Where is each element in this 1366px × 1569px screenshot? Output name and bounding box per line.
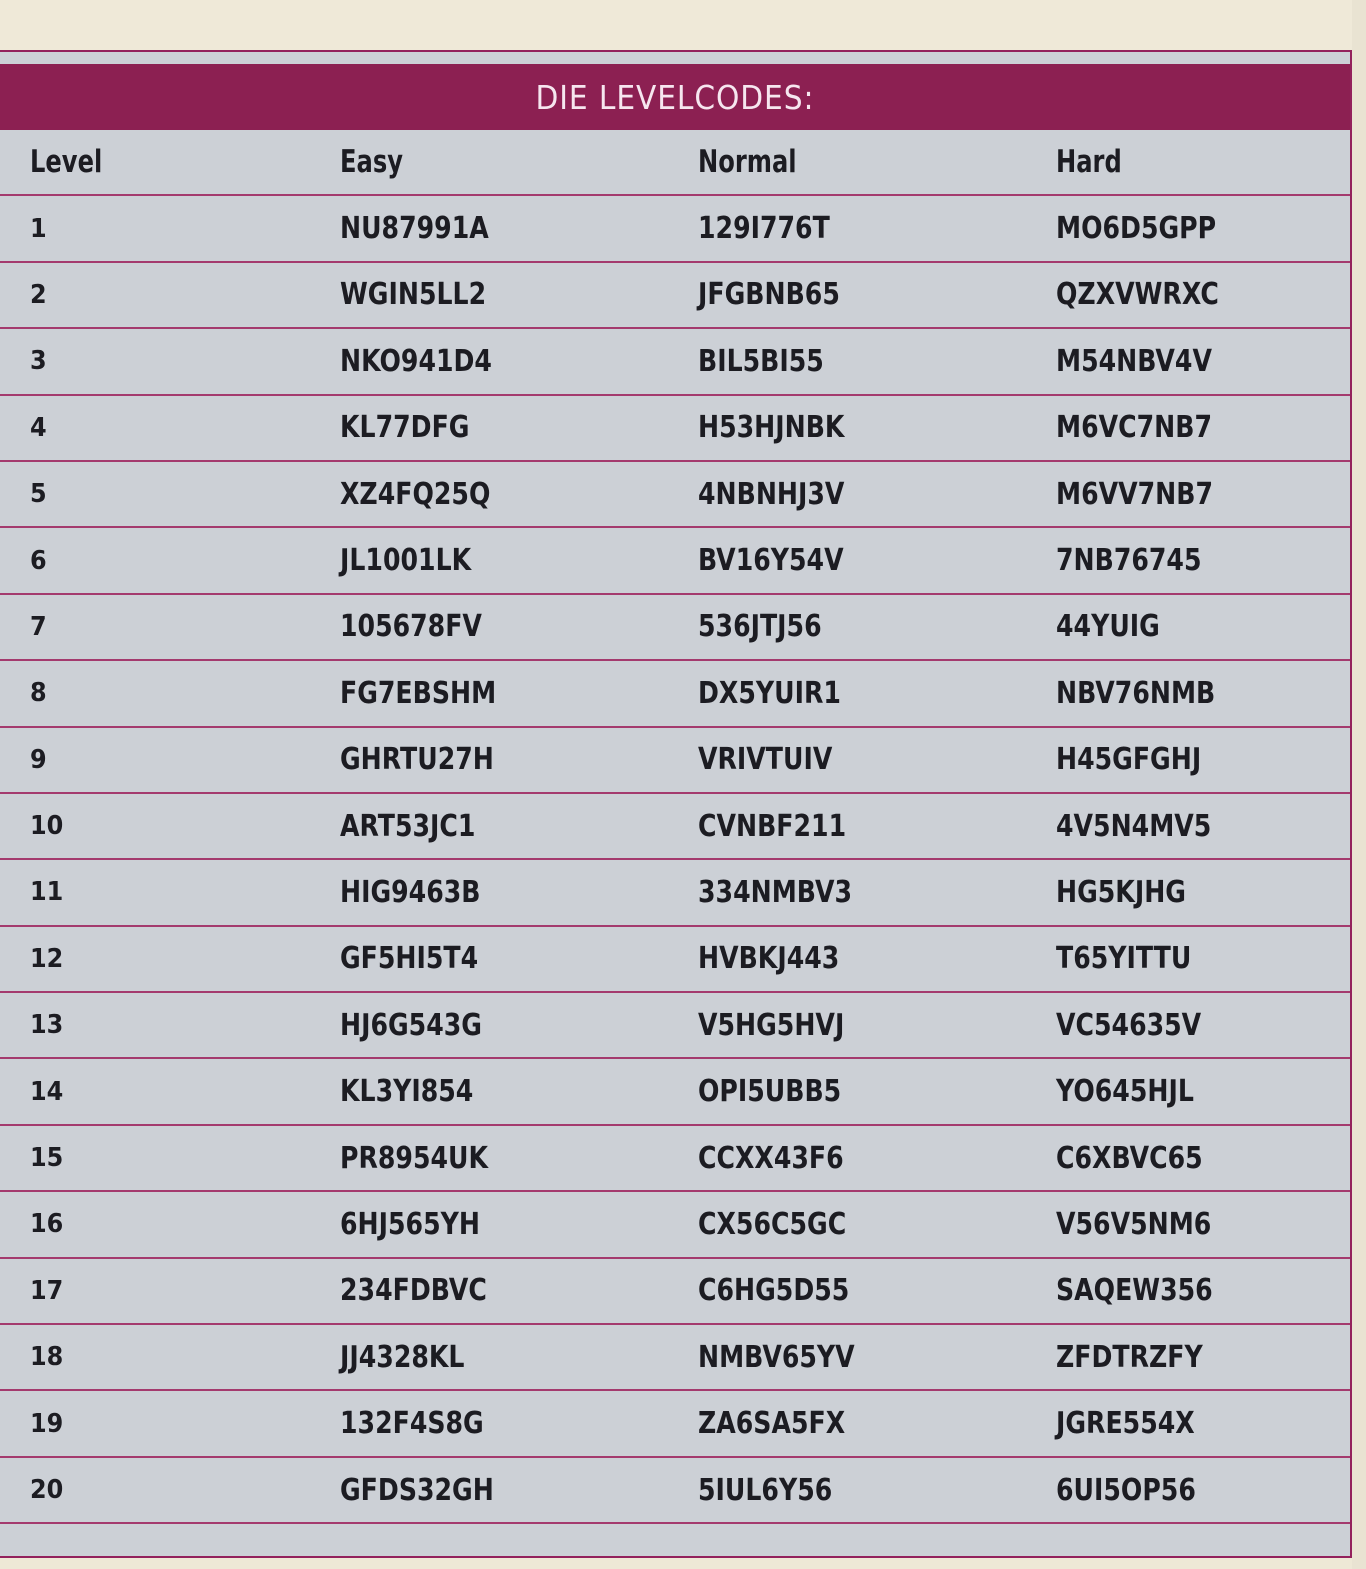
normal-code-cell: CX56C5GC [698, 1206, 847, 1242]
hard-code-cell: HG5KJHG [1056, 874, 1186, 910]
table-row [0, 528, 1350, 594]
level-cell: 9 [30, 744, 47, 775]
table-row [0, 860, 1350, 926]
header-normal: Normal [698, 144, 797, 181]
hard-code-cell: 44YUIG [1056, 609, 1160, 645]
normal-code-cell: 129I776T [698, 211, 830, 247]
normal-code-cell: 5IUL6Y56 [698, 1472, 833, 1508]
level-cell: 8 [30, 678, 47, 709]
table-row [0, 462, 1350, 528]
hard-code-cell: MO6D5GPP [1056, 211, 1217, 247]
table-row [0, 329, 1350, 395]
normal-code-cell: NMBV65YV [698, 1339, 855, 1375]
level-cell: 7 [30, 611, 47, 642]
table-row [0, 1458, 1350, 1524]
page-background [0, 0, 1366, 50]
table-row [0, 595, 1350, 661]
easy-code-cell: XZ4FQ25Q [340, 476, 491, 512]
hard-code-cell: V56V5NM6 [1056, 1206, 1212, 1242]
level-cell: 2 [30, 279, 47, 310]
table-row [0, 1192, 1350, 1258]
hard-code-cell: H45GFGHJ [1056, 742, 1202, 778]
table-row [0, 1259, 1350, 1325]
hard-code-cell: 7NB76745 [1056, 543, 1202, 579]
level-cell: 17 [30, 1275, 64, 1306]
level-cell: 13 [30, 1010, 64, 1041]
hard-code-cell: ZFDTRZFY [1056, 1339, 1203, 1375]
table-row [0, 196, 1350, 262]
level-cell: 18 [30, 1342, 64, 1373]
hard-code-cell: 6UI5OP56 [1056, 1472, 1196, 1508]
normal-code-cell: OPI5UBB5 [698, 1074, 842, 1110]
easy-code-cell: GFDS32GH [340, 1472, 494, 1508]
table-row [0, 993, 1350, 1059]
level-cell: 19 [30, 1408, 64, 1439]
hard-code-cell: VC54635V [1056, 1007, 1202, 1043]
normal-code-cell: C6HG5D55 [698, 1273, 850, 1309]
easy-code-cell: FG7EBSHM [340, 675, 497, 711]
hard-code-cell: JGRE554X [1056, 1406, 1195, 1442]
level-cell: 3 [30, 346, 47, 377]
header-hard: Hard [1056, 144, 1122, 181]
table-title: DIE LEVELCODES: [535, 77, 815, 117]
normal-code-cell: V5HG5HVJ [698, 1007, 845, 1043]
table-row [0, 661, 1350, 727]
easy-code-cell: NU87991A [340, 211, 489, 247]
table-row [0, 728, 1350, 794]
level-cell: 12 [30, 943, 64, 974]
level-cell: 14 [30, 1076, 64, 1107]
page-edge [1352, 0, 1366, 1569]
normal-code-cell: JFGBNB65 [698, 277, 840, 313]
hard-code-cell: T65YITTU [1056, 941, 1192, 977]
normal-code-cell: DX5YUIR1 [698, 675, 841, 711]
easy-code-cell: PR8954UK [340, 1140, 489, 1176]
level-cell: 20 [30, 1475, 64, 1505]
hard-code-cell: M6VV7NB7 [1056, 476, 1213, 512]
header-level: Level [30, 144, 103, 181]
normal-code-cell: H53HJNBK [698, 410, 845, 446]
normal-code-cell: BIL5BI55 [698, 343, 824, 379]
table-row [0, 1325, 1350, 1391]
easy-code-cell: 6HJ565YH [340, 1206, 480, 1242]
easy-code-cell: ART53JC1 [340, 808, 476, 844]
easy-code-cell: 234FDBVC [340, 1273, 487, 1309]
table-row [0, 263, 1350, 329]
easy-code-cell: HIG9463B [340, 874, 481, 910]
easy-code-cell: GF5HI5T4 [340, 941, 479, 977]
table-row [0, 794, 1350, 860]
easy-code-cell: JL1001LK [340, 543, 472, 579]
hard-code-cell: QZXVWRXC [1056, 277, 1219, 313]
title-bar [0, 64, 1350, 130]
level-cell: 4 [30, 412, 47, 443]
normal-code-cell: BV16Y54V [698, 543, 844, 579]
easy-code-cell: GHRTU27H [340, 742, 494, 778]
normal-code-cell: CVNBF211 [698, 808, 847, 844]
table-row [0, 396, 1350, 462]
easy-code-cell: 132F4S8G [340, 1406, 484, 1442]
level-cell: 10 [30, 811, 64, 842]
hard-code-cell: SAQEW356 [1056, 1273, 1213, 1309]
table-row [0, 1059, 1350, 1125]
normal-code-cell: CCXX43F6 [698, 1140, 844, 1176]
level-cell: 6 [30, 545, 47, 576]
level-cell: 16 [30, 1209, 64, 1240]
level-codes-box [0, 50, 1352, 1558]
normal-code-cell: 334NMBV3 [698, 874, 852, 910]
table-row [0, 1126, 1350, 1192]
hard-code-cell: 4V5N4MV5 [1056, 808, 1212, 844]
easy-code-cell: JJ4328KL [340, 1339, 465, 1375]
normal-code-cell: 536JTJ56 [698, 609, 822, 645]
level-cell: 5 [30, 479, 47, 510]
easy-code-cell: NKO941D4 [340, 343, 492, 379]
level-codes-table [0, 130, 1350, 1524]
hard-code-cell: M6VC7NB7 [1056, 410, 1212, 446]
easy-code-cell: KL77DFG [340, 410, 470, 446]
normal-code-cell: VRIVTUIV [698, 742, 833, 778]
normal-code-cell: ZA6SA5FX [698, 1406, 846, 1442]
normal-code-cell: 4NBNHJ3V [698, 476, 845, 512]
table-header-row [0, 130, 1350, 196]
hard-code-cell: NBV76NMB [1056, 675, 1216, 711]
easy-code-cell: HJ6G543G [340, 1007, 482, 1043]
table-row [0, 927, 1350, 993]
hard-code-cell: YO645HJL [1056, 1074, 1194, 1110]
level-cell: 1 [30, 213, 47, 244]
easy-code-cell: KL3YI854 [340, 1074, 474, 1110]
level-cell: 15 [30, 1143, 64, 1174]
easy-code-cell: 105678FV [340, 609, 482, 645]
level-cell: 11 [30, 877, 64, 908]
normal-code-cell: HVBKJ443 [698, 941, 840, 977]
hard-code-cell: M54NBV4V [1056, 343, 1212, 379]
easy-code-cell: WGIN5LL2 [340, 277, 487, 313]
table-row [0, 1391, 1350, 1457]
header-easy: Easy [340, 144, 403, 181]
hard-code-cell: C6XBVC65 [1056, 1140, 1203, 1176]
